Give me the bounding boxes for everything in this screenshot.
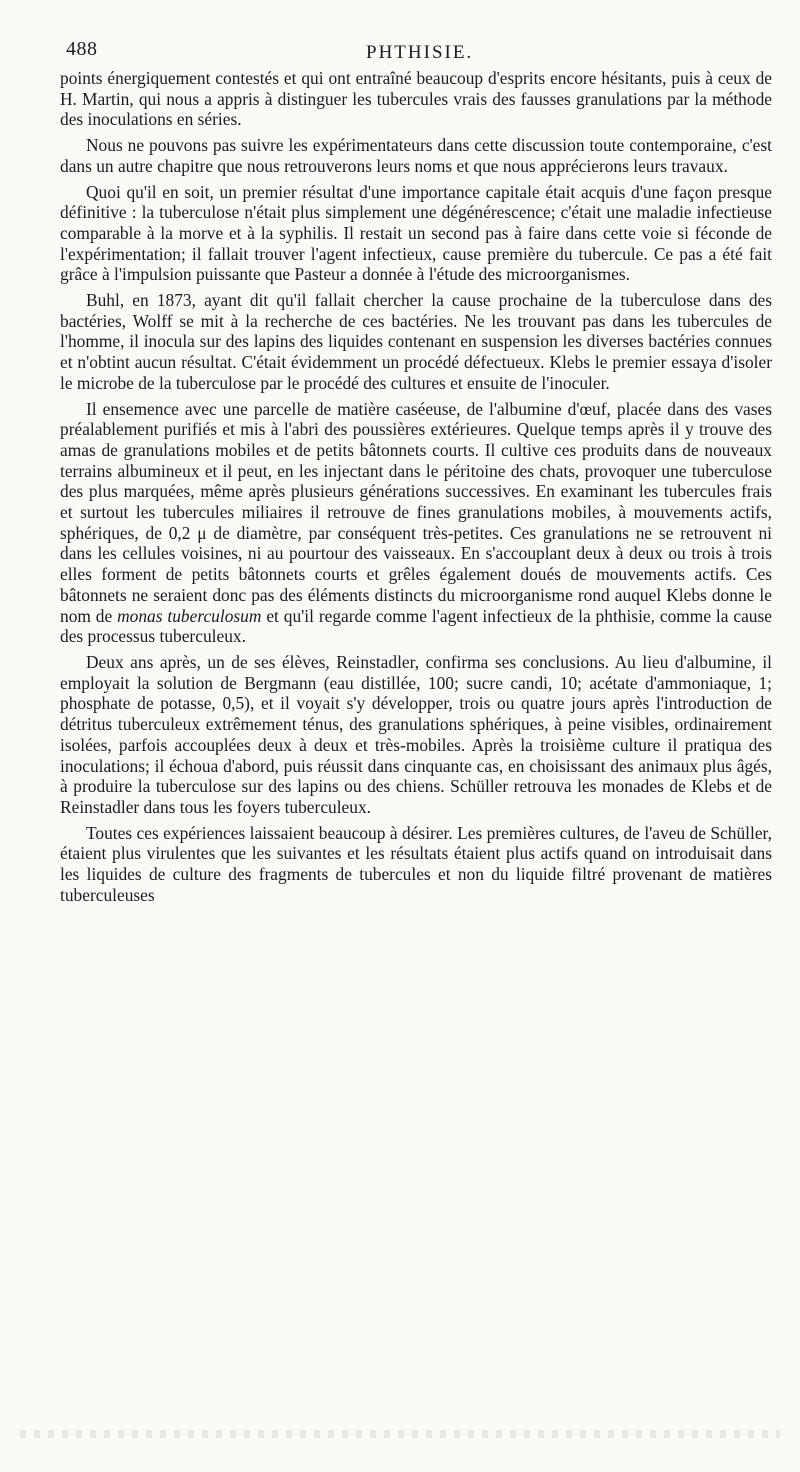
paragraph: Quoi qu'il en soit, un premier résultat d'une importance capitale était acquis d'une façon presque définitive : la tuberculose n'était plus simplement une dégénérescence; c'était une maladie infectieuse comparable à la morve et à la syphilis. Il restait un second pas à faire dans cette voie si féconde de l'expérimentation; il fallait trouver l'agent infectieux, cause première du tubercule. Ce pas a été fait grâce à l'impulsion puissante que Pasteur a donnée à l'étude des microorganismes. bbox=[60, 181, 772, 285]
running-title: PHTHISIE. bbox=[366, 42, 474, 63]
paragraph-text: et qu'il regarde comme l'agent infectieux de la phthisie, comme la cause des processus tuberculeux. bbox=[60, 605, 772, 647]
paragraph: points énergiquement contestés et qui ont entraîné beaucoup d'esprits encore hésitants, puis à ceux de H. Martin, qui nous a appris à distinguer les tubercules vrais des fausses granulations par la méthode des inoculations en séries. bbox=[60, 68, 772, 130]
paragraph: Deux ans après, un de ses élèves, Reinstadler, confirma ses conclusions. Au lieu d'albumine, il employait la solution de Bergmann (eau distillée, 100; sucre candi, 10; acétate d'ammoniaque, 1; phosphate de potasse, 0,5), et il voyait s'y développer, trois ou quatre jours après l'introduction de détritus tuberculeux extrêmement ténus, des granulations sphériques, à peine visibles, ordinairement isolées, parfois accouplées deux à deux et très-mobiles. Après la troisième culture il pratiqua des inoculations; il échoua d'abord, puis réussit dans cinquante cas, en choisissant des animaux plus âgés, à produire la tuberculose sur des lapins ou des chiens. Schüller retrouva les monades de Klebs et de Reinstadler dans tous les foyers tuberculeux. bbox=[60, 651, 772, 817]
paragraph bbox=[60, 399, 772, 647]
paragraph: Buhl, en 1873, ayant dit qu'il fallait chercher la cause prochaine de la tuberculose dans des bactéries, Wolff se mit à la recherche de ces bactéries. Ne les trouvant pas dans les tubercules de l'homme, il inocula sur des lapins des liquides contenant en suspension les diverses bactéries connues et n'obtint aucun résultat. C'était évidemment un procédé défectueux. Klebs le premier essaya d'isoler le microbe de la tuberculose par le procédé des cultures et ensuite de l'inoculer. bbox=[60, 290, 772, 393]
page-header bbox=[66, 36, 776, 66]
paragraph-text: Il ensemence avec une parcelle de matière caséeuse, de l'albumine d'œuf, placée dans des vases préalablement purifiés et mis à l'abri des poussières extérieures. Quelque temps après il y trouve des amas de granulations mobiles et de petits bâtonnets courts. Il cultive ces produits dans de nouveaux terrains albumineux et il peut, en les injectant dans le péritoine des chats, provoquer une tuberculose des plus marquées, même après plusieurs générations successives. En examinant les tubercules frais et surtout les tubercules miliaires il retrouve de fines granulations mobiles, à mouvements actifs, sphériques, de 0,2 μ de diamètre, par conséquent très-petites. Ces granulations ne se retrouvent ni dans les cellules voisines, ni au pourtour des vaisseaux. En s'accouplant deux à deux ou trois à trois elles forment de petits bâtonnets courts et grêles également doués de mouvements actifs. Ces bâtonnets ne seraient donc pas des éléments distincts du microorganisme rond auquel Klebs donne le nom de bbox=[60, 398, 772, 626]
italic-term: monas tuberculosum bbox=[117, 605, 262, 626]
bottom-scan-artifact bbox=[20, 1430, 780, 1438]
page-number: 488 bbox=[66, 38, 98, 60]
paragraph: Nous ne pouvons pas suivre les expérimentateurs dans cette discussion toute contemporaine, c'est dans un autre chapitre que nous retrouverons leurs noms et que nous apprécierons leurs travaux. bbox=[60, 135, 772, 176]
paragraph: Toutes ces expériences laissaient beaucoup à désirer. Les premières cultures, de l'aveu de Schüller, étaient plus virulentes que les suivantes et les résultats étaient plus actifs quand on introduisait dans les liquides de culture des fragments de tubercules et non du liquide filtré provenant de matières tuberculeuses bbox=[60, 822, 772, 905]
body-text bbox=[60, 68, 772, 910]
